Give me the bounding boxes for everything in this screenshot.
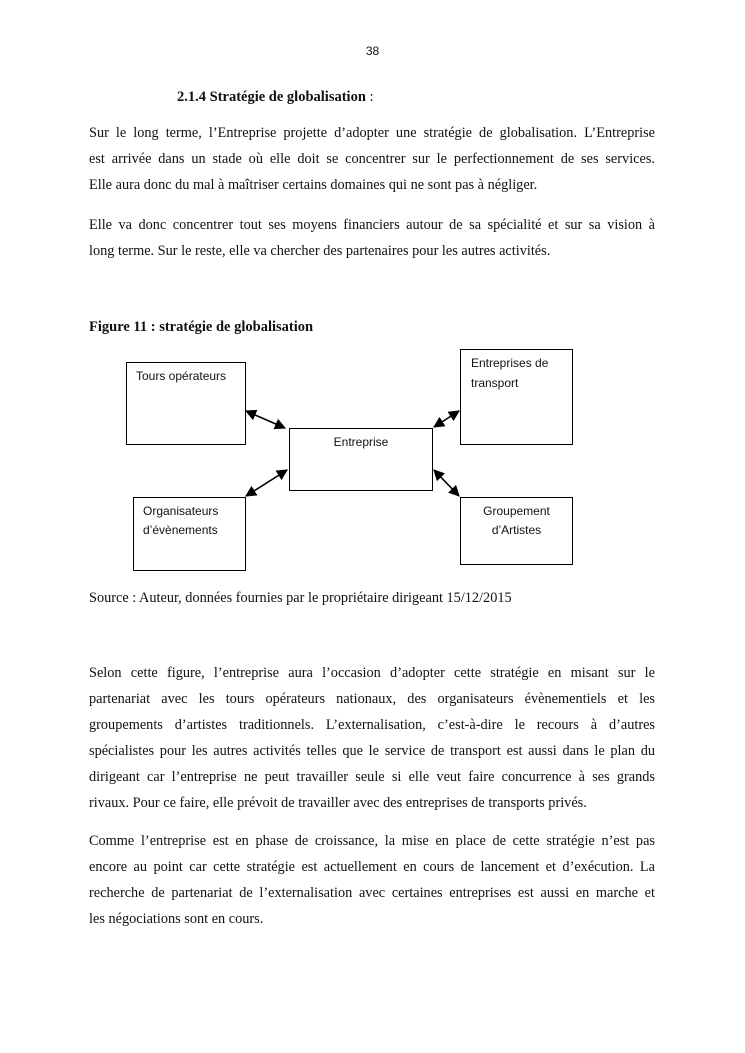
box-label: Entreprises de — [471, 356, 549, 370]
text-line: Comme l’entreprise est en phase de croissance, la mise en place de cette stratégie n’est pas — [89, 833, 655, 849]
arrow-entreprise-artists — [434, 470, 459, 496]
box-groupement-artistes — [460, 497, 573, 565]
box-entreprises-transport — [460, 349, 573, 445]
arrow-entreprise-transport — [434, 411, 459, 427]
body-paragraph-1 — [89, 660, 655, 816]
text-line: rivaux. Pour ce faire, elle prévoit de travailler avec des entreprises de transports privés. — [89, 795, 587, 811]
box-label: Entreprise — [333, 435, 389, 449]
box-label: Groupement — [483, 504, 550, 518]
box-label: Organisateurs — [143, 504, 219, 518]
arrow-entreprise-events — [246, 470, 287, 496]
text-line: Selon cette figure, l’entreprise aura l’occasion d’adopter cette stratégie en misant sur le — [89, 665, 655, 681]
text-line: encore au point car cette stratégie est actuellement en cours de lancement et d’exécution. La — [89, 859, 655, 875]
text-line: Sur le long terme, l’Entreprise projette d’adopter une stratégie de globalisation. L’Entreprise — [89, 125, 655, 141]
arrow-tours-entreprise — [246, 411, 285, 428]
box-label: transport — [471, 376, 519, 390]
box-organisateurs-evenements — [133, 497, 246, 571]
text-line: recherche de partenariat de l’externalisation avec certaines entreprises est aussi en marche et — [89, 885, 655, 901]
page-number: 38 — [365, 44, 380, 58]
text-line: spécialistes pour les autres activités telles que le service de transport est aussi dans le plan du — [89, 743, 655, 759]
text-line: est arrivée dans un stade où elle doit se concentrer sur le perfectionnement de ses services. — [89, 151, 655, 167]
section-heading-colon: : — [365, 89, 374, 105]
figure-title: Figure 11 : stratégie de globalisation — [89, 319, 314, 335]
text-line: Elle aura donc du mal à maîtriser certains domaines qui ne sont pas à négliger. — [89, 177, 538, 193]
text-line: partenariat avec les tours opérateurs nationaux, des organisateurs évènementiels et les — [89, 691, 655, 707]
text-line: les négociations sont en cours. — [89, 911, 264, 927]
text-line: groupements d’artistes traditionnels. L’externalisation, c’est-à-dire le recours à d’autres — [89, 717, 655, 733]
text-line: long terme. Sur le reste, elle va chercher des partenaires pour les autres activités. — [89, 243, 551, 259]
text-line: Elle va donc concentrer tout ses moyens financiers autour de sa spécialité et sur sa vision à — [89, 217, 655, 233]
box-label: d’Artistes — [491, 523, 542, 537]
box-tours-operateurs — [126, 362, 246, 445]
box-entreprise — [289, 428, 433, 491]
figure-source: Source : Auteur, données fournies par le propriétaire dirigeant 15/12/2015 — [89, 590, 512, 606]
body-paragraph-2 — [89, 828, 655, 932]
box-label: d’évènements — [143, 523, 218, 537]
section-heading-text: 2.1.4 Stratégie de globalisation — [177, 89, 366, 105]
text-line: dirigeant car l’entreprise ne peut travailler seule si elle veut faire concurrence à ses grands — [89, 769, 655, 785]
box-label: Tours opérateurs — [136, 369, 227, 383]
